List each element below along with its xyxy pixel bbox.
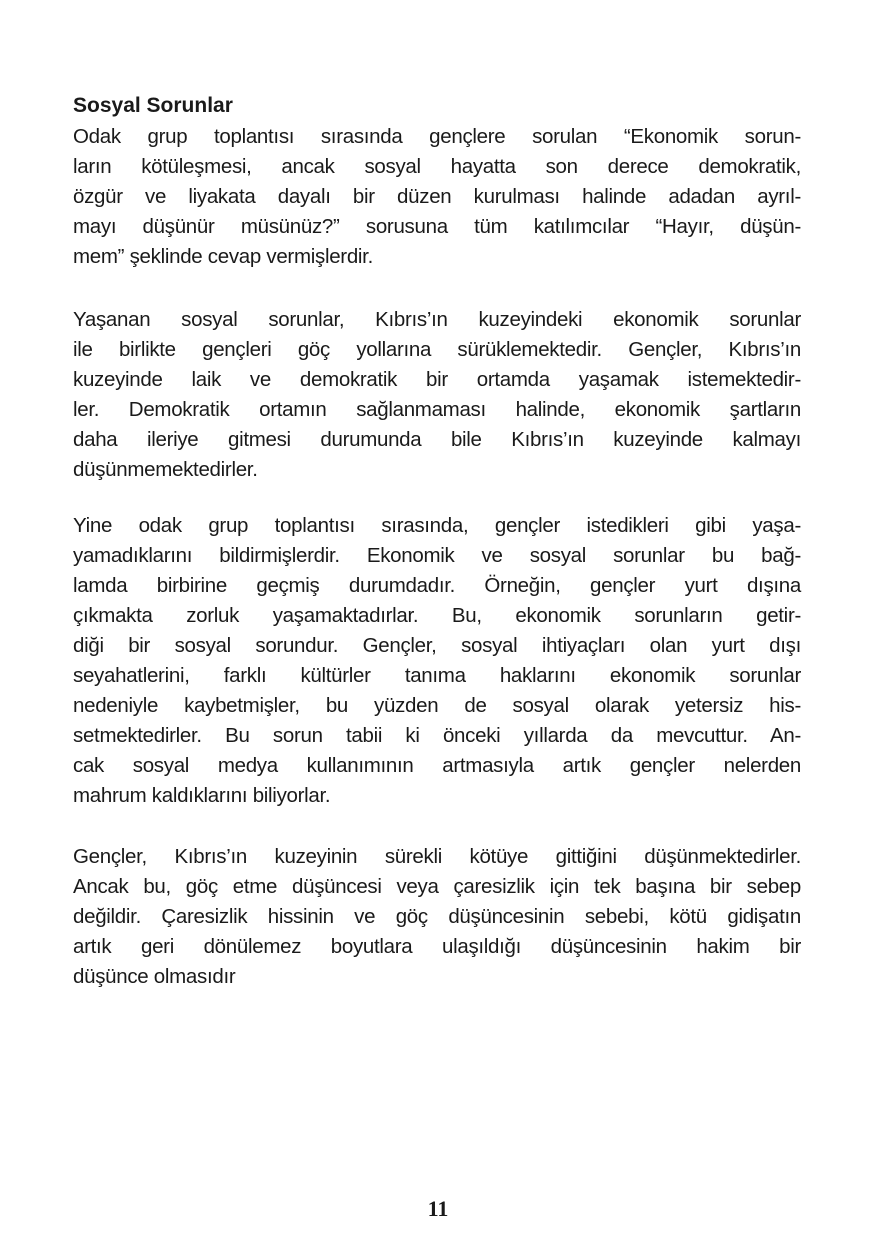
text-line: Yine odak grup toplantısı sırasında, gençler istedikleri gibi yaşa- [73, 514, 801, 537]
text-line: özgür ve liyakata dayalı bir düzen kurulması halinde adadan ayrıl- [73, 185, 801, 208]
text-line: ler. Demokratik ortamın sağlanmaması halinde, ekonomik şartların [73, 398, 801, 421]
text-line: kuzeyinde laik ve demokratik bir ortamda yaşamak istemektedir- [73, 368, 801, 391]
paragraph [73, 842, 801, 992]
text-line: Odak grup toplantısı sırasında gençlere sorulan “Ekonomik sorun- [73, 125, 801, 148]
text-line: mahrum kaldıklarını biliyorlar. [73, 784, 331, 807]
text-line: setmektedirler. Bu sorun tabii ki önceki yıllarda da mevcuttur. An- [73, 724, 801, 747]
text-line: ların kötüleşmesi, ancak sosyal hayatta son derece demokratik, [73, 155, 801, 178]
text-line: ile birlikte gençleri göç yollarına sürüklemektedir. Gençler, Kıbrıs’ın [73, 338, 801, 361]
text-line: çıkmakta zorluk yaşamaktadırlar. Bu, ekonomik sorunların getir- [73, 604, 801, 627]
text-line: Ancak bu, göç etme düşüncesi veya çaresizlik için tek başına bir sebep [73, 875, 801, 898]
text-line: diği bir sosyal sorundur. Gençler, sosyal ihtiyaçları olan yurt dışı [73, 634, 801, 657]
text-line: düşünmemektedirler. [73, 458, 258, 481]
text-line: Gençler, Kıbrıs’ın kuzeyinin sürekli kötüye gittiğini düşünmektedirler. [73, 845, 801, 868]
text-line: değildir. Çaresizlik hissinin ve göç düşüncesinin sebebi, kötü gidişatın [73, 905, 801, 928]
text-line: lamda birbirine geçmiş durumdadır. Örneğin, gençler yurt dışına [73, 574, 801, 597]
text-line: artık geri dönülemez boyutlara ulaşıldığı düşüncesinin hakim bir [73, 935, 801, 958]
text-line: mem” şeklinde cevap vermişlerdir. [73, 245, 373, 268]
text-line: mayı düşünür müsünüz?” sorusuna tüm katılımcılar “Hayır, düşün- [73, 215, 801, 238]
text-line: seyahatlerini, farklı kültürler tanıma haklarını ekonomik sorunlar [73, 664, 801, 687]
paragraph [73, 511, 801, 811]
text-line: düşünce olmasıdır [73, 965, 236, 988]
paragraph [73, 122, 801, 272]
text-line: Yaşanan sosyal sorunlar, Kıbrıs’ın kuzeyindeki ekonomik sorunlar [73, 308, 801, 331]
paragraph [73, 305, 801, 485]
text-line: daha ileriye gitmesi durumunda bile Kıbrıs’ın kuzeyinde kalmayı [73, 428, 801, 451]
page-number: 11 [427, 1196, 449, 1221]
text-line: nedeniyle kaybetmişler, bu yüzden de sosyal olarak yetersiz his- [73, 694, 801, 717]
text-line: yamadıklarını bildirmişlerdir. Ekonomik ve sosyal sorunlar bu bağ- [73, 544, 801, 567]
section-heading: Sosyal Sorunlar [73, 94, 233, 117]
text-line: cak sosyal medya kullanımının artmasıyla artık gençler nelerden [73, 754, 801, 777]
